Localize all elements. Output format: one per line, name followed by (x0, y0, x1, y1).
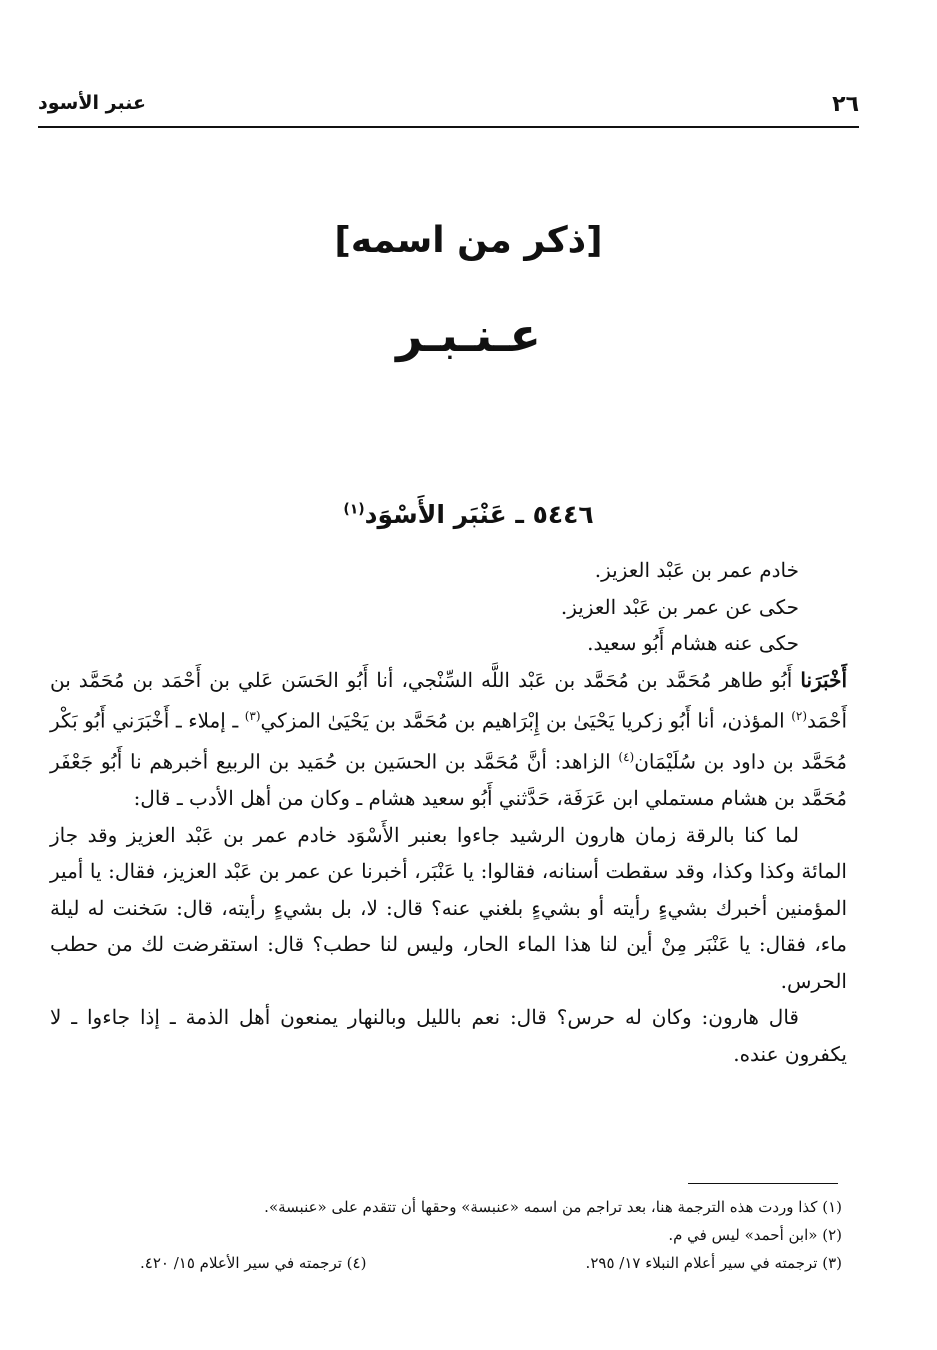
entry-heading (0, 500, 937, 529)
footnote-ref-3: (٣) (244, 709, 261, 723)
closing-paragraph: قال هارون: وكان له حرس؟ قال: نعم بالليل وبالنهار يمنعون أهل الذمة ـ إذا جاءوا ـ لا يكفرون عنده. (50, 1005, 847, 1066)
isnad-part-c: ـ إملاء ـ أَخْبَرَني أَبُو بَكْر مُحَمَّد بن داود بن سُلَيْمَان (50, 708, 848, 774)
story-paragraph: لما كنا بالرقة زمان هارون الرشيد جاءوا بعنبر الأَسْوَد خادم عمر بن عَبْد العزيز وقد جاز المائة وكذا وكذا، وقد سقطت أسنانه، فقالوا: يا عَنْبَر، أخبرنا عن عمر بن عَبْد العزيز، فقال: يا أمير المؤمنين أخبرك بشيءٍ رأيته أو بشيءٍ بلغني عنه؟ قال: لا، بل بشيءٍ رأيته، قال: سَخنت له ليلة ماء، فقال: يا عَنْبَر مِنْ أين لنا هذا الماء الحار، وليس لنا حطب؟ قال: استقرضت لك من حطب الحرس. (50, 822, 847, 993)
footnote-2: (٢) «ابن أحمد» ليس في م. (668, 1226, 842, 1244)
isnad-part-d: الزاهد: أنَّ مُحَمَّد بن الحسَين بن حُمَيد بن الربيع أخبرهم نا أَبُو جَعْفَر مُحَمَّد بن هشام مستملي ابن عَرَفَة، حَدَّثني أَبُو سعيد هشام ـ وكان من أهل الأدب ـ قال: (50, 749, 847, 811)
body-line-2: حكى عن عمر بن عَبْد العزيز. (560, 594, 799, 619)
body-text (50, 552, 847, 1072)
footnote-3: (٣) ترجمته في سير أعلام النبلاء ١٧/ ٢٩٥. (585, 1254, 842, 1272)
isnad-part-b: المؤذن، أنا أَبُو زكريا يَحْيَىٰ بن إِبْرَاهيم بن مُحَمَّد بن يَحْيَىٰ المزكي (260, 708, 792, 733)
footnotes (80, 1193, 842, 1277)
footnote-ref-2: (٢) (791, 709, 808, 723)
isnad-paragraph (50, 662, 847, 817)
running-title: عنبر الأسود (38, 92, 146, 114)
footnote-ref-1: (١) (343, 501, 365, 518)
isnad-lead: أَخْبَرَنا (800, 667, 847, 692)
footnote-ref-4: (٤) (618, 750, 635, 765)
footnote-divider (688, 1183, 838, 1184)
footnote-4: (٤) ترجمته في سير الأعلام ١٥/ ٤٢٠. (140, 1254, 367, 1272)
isnad-part-a: أَبُو طاهر مُحَمَّد بن مُحَمَّد بن عَبْد اللَّه السِّنْجي، أنا أَبُو الحَسَن عَلي بن أَحْمَد بن مُحَمَّد بن أَحْمَد (50, 667, 847, 733)
section-title: [ذكر من اسمه] (334, 220, 603, 261)
name-title: عـنـبـر (396, 308, 541, 362)
footnote-row (80, 1249, 842, 1277)
body-line-3: حكى عنه هشام أَبُو سعيد. (587, 631, 799, 655)
footnote-1: (١) كذا وردت هذه الترجمة هنا، بعد تراجم من اسمه «عنبسة» وحقها أن تتقدم على «عنبسة». (264, 1198, 842, 1216)
page-number: ٢٦ (832, 92, 859, 117)
body-line-1: خادم عمر بن عَبْد العزيز. (594, 558, 799, 582)
page-header (38, 90, 859, 128)
entry-heading-text: ٥٤٤٦ ـ عَنْبَر الأَسْوَد (364, 500, 594, 529)
